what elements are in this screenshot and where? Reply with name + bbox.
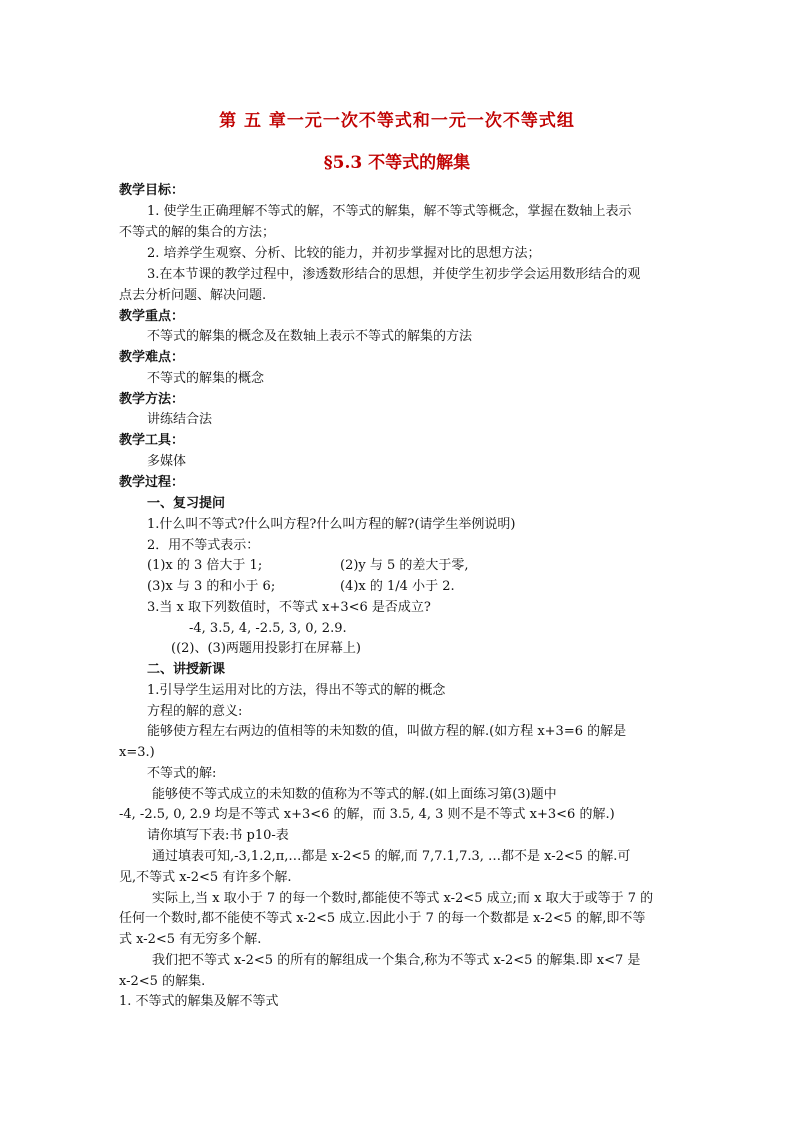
paragraph-line: 1. 使学生正确理解不等式的解，不等式的解集，解不等式等概念，掌握在数轴上表示 [147, 204, 632, 219]
chapter-title: 第 五 章一元一次不等式和一元一次不等式组 [219, 111, 575, 131]
heading-key-points: 教学重点： [119, 309, 185, 324]
heading-difficulties: 教学难点： [119, 350, 185, 365]
paragraph-line: ((2)、(3)两题用投影打在屏幕上) [171, 641, 361, 656]
paragraph-line: x-2<5 的解集. [119, 974, 206, 989]
paragraph-line: 能够使不等式成立的未知数的值称为不等式的解.(如上面练习第(3)题中 [152, 787, 557, 802]
paragraph-line: -4, -2.5, 0, 2.9 均是不等式 x+3<6 的解，而 3.5, 4, 3 则不是不等式 x+3<6 的解.) [119, 807, 615, 822]
paragraph-line: 能够使方程左右两边的值相等的未知数的值，叫做方程的解.(如方程 x+3=6 的解是 [147, 724, 627, 739]
heading-method: 教学方法： [119, 392, 185, 407]
paragraph-line: 任何一个数时,都不能使不等式 x-2<5 成立.因此小于 7 的每一个数都是 x-2<5 的解,即不等 [119, 911, 646, 926]
paragraph-line: 我们把不等式 x-2<5 的所有的解组成一个集合,称为不等式 x-2<5 的解集.即 x<7 是 [152, 953, 641, 968]
paragraph-line: 1.什么叫不等式?什么叫方程?什么叫方程的解?(请学生举例说明) [147, 517, 516, 532]
heading-process: 教学过程： [119, 475, 185, 490]
exercise-item: (2)y 与 5 的差大于零, [340, 558, 469, 573]
exercise-item: (3)x 与 3 的和小于 6; [147, 579, 276, 594]
paragraph-line: 式 x-2<5 有无穷多个解. [119, 932, 262, 947]
paragraph-line: 请你填写下表:书 p10-表 [147, 828, 289, 843]
paragraph-line: 2. 培养学生观察、分析、比较的能力，并初步掌握对比的思想方法； [147, 246, 541, 261]
paragraph-line: x=3.) [119, 745, 155, 760]
paragraph-line: 不等式的解的集合的方法； [119, 225, 276, 240]
exercise-item: (4)x 的 1/4 小于 2. [340, 579, 455, 594]
heading-objectives: 教学目标： [119, 183, 185, 198]
section-title: §5.3 不等式的解集 [323, 153, 471, 173]
paragraph-line: 2．用不等式表示： [147, 538, 260, 553]
paragraph-line: 点去分析问题、解决问题. [119, 288, 267, 303]
heading-tools: 教学工具： [119, 433, 185, 448]
paragraph-line: 通过填表可知,-3,1.2,π,…都是 x-2<5 的解,而 7,7.1,7.3, …都不是 x-2<5 的解.可 [152, 849, 631, 864]
paragraph-line: 3.当 x 取下列数值时，不等式 x+3<6 是否成立? [147, 600, 431, 615]
subheading-review: 一、复习提问 [147, 496, 226, 511]
subheading-new-lesson: 二、讲授新课 [147, 662, 226, 677]
paragraph-line: 多媒体 [147, 454, 187, 469]
paragraph-line: 1.引导学生运用对比的方法，得出不等式的解的概念 [147, 683, 446, 698]
paragraph-line: 方程的解的意义: [147, 704, 243, 719]
paragraph-line: 不等式的解集的概念 [147, 371, 265, 386]
paragraph-line: 实际上,当 x 取小于 7 的每一个数时,都能使不等式 x-2<5 成立;而 x 取大于或等于 7 的 [152, 891, 654, 906]
paragraph-line: 讲练结合法 [147, 412, 213, 427]
paragraph-line: 不等式的解集的概念及在数轴上表示不等式的解集的方法 [147, 329, 473, 344]
paragraph-line: 不等式的解: [147, 766, 217, 781]
paragraph-line: 1. 不等式的解集及解不等式 [119, 994, 279, 1009]
value-list: -4, 3.5, 4, -2.5, 3, 0, 2.9. [189, 621, 347, 636]
exercise-item: (1)x 的 3 倍大于 1; [147, 558, 263, 573]
paragraph-line: 3.在本节课的教学过程中，渗透数形结合的思想，并使学生初步学会运用数形结合的观 [147, 267, 641, 282]
paragraph-line: 见,不等式 x-2<5 有许多个解. [119, 870, 292, 885]
